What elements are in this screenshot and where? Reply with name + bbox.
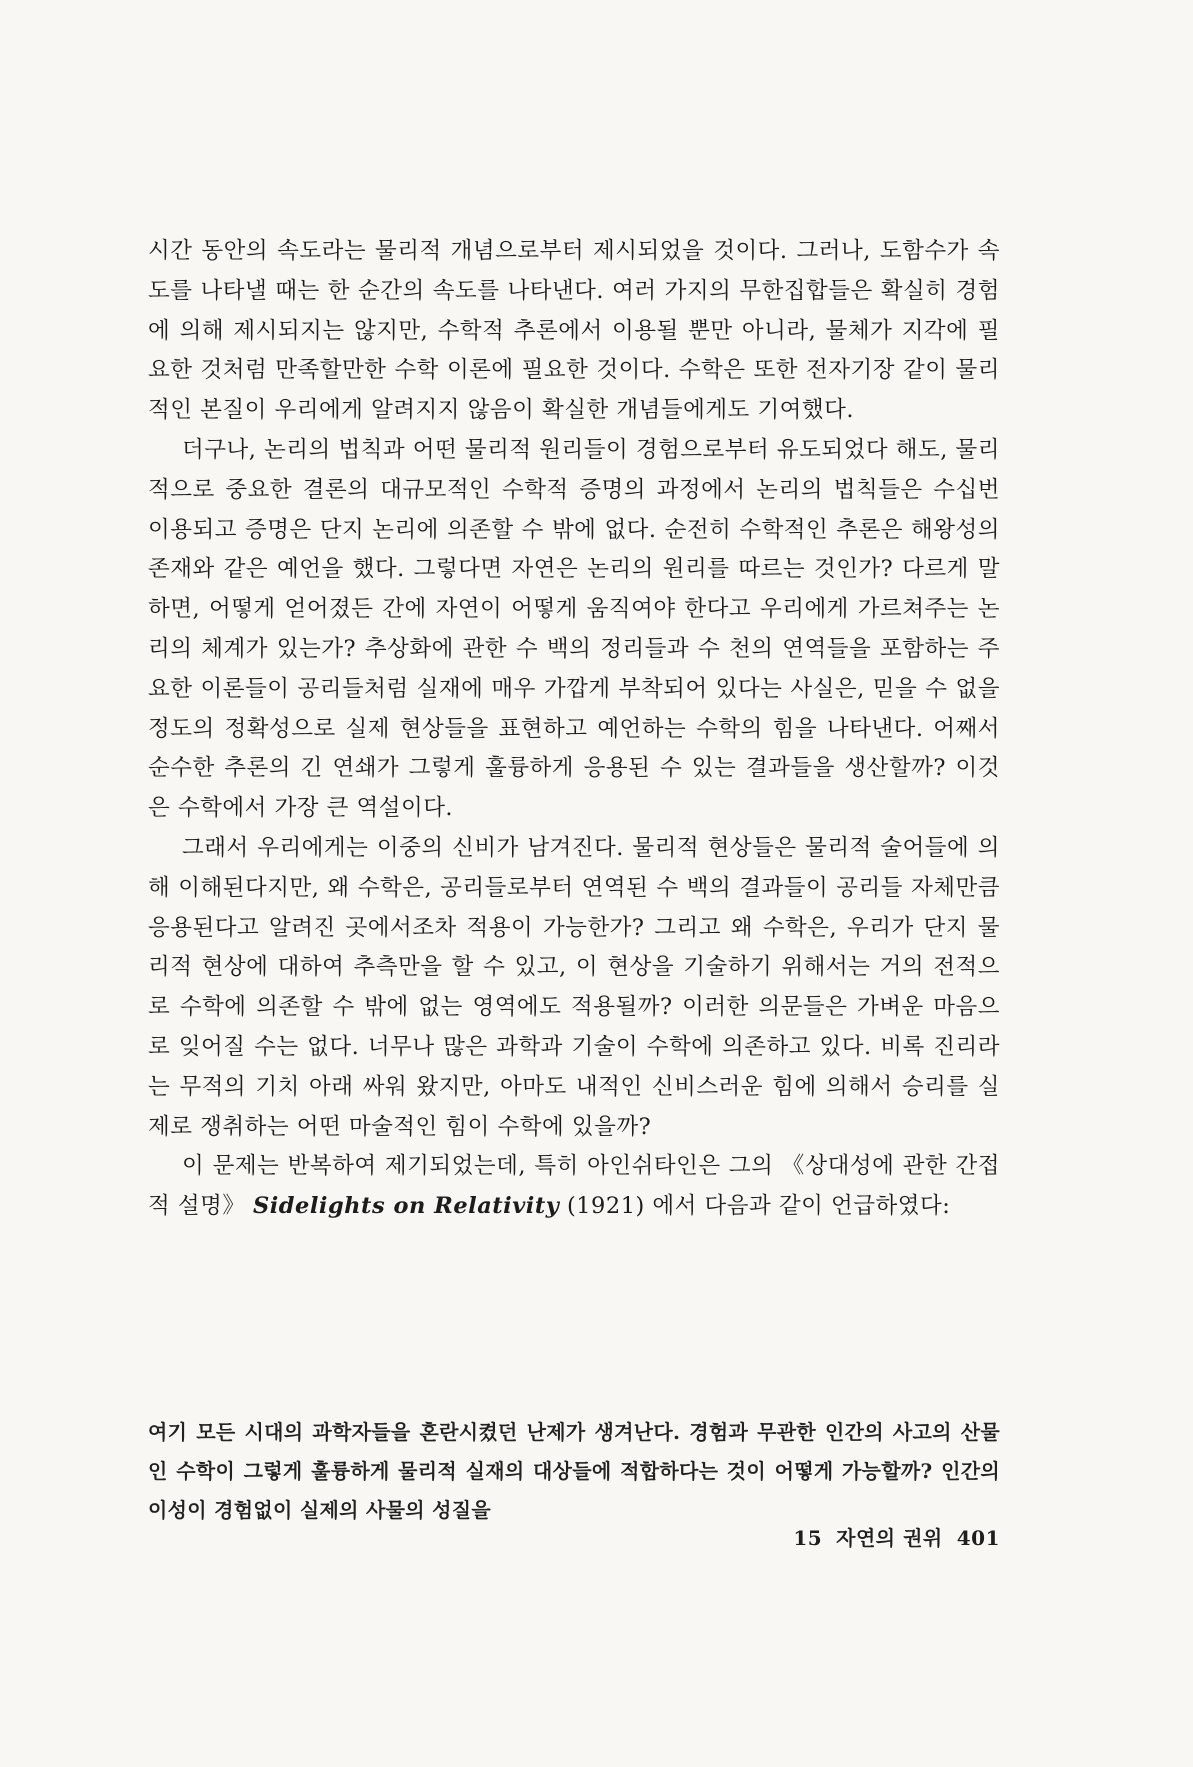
paragraph-einstein-intro bbox=[148, 1147, 1000, 1227]
paragraph-continued: 시간 동안의 속도라는 물리적 개념으로부터 제시되었을 것이다. 그러나, 도함수가 속도를 나타낼 때는 한 순간의 속도를 나타낸다. 여러 가지의 무한집합들은 확실히 경험에 의해 제시되지는 않지만, 수학적 추론에서 이용될 뿐만 아니라, 물체가 지각에 필요한 것처럼 만족할만한 수학 이론에 필요한 것이다. 수학은 또한 전자기장 같이 물리적인 본질이 우리에게 알려지지 않음이 확실한 개념들에게도 기여했다. bbox=[148, 238, 1000, 424]
paragraph: 그래서 우리에게는 이중의 신비가 남겨진다. 물리적 현상들은 물리적 술어들에 의해 이해된다지만, 왜 수학은, 공리들로부터 연역된 수 백의 결과들이 공리들 자체만큼 응용된다고 알려진 곳에서조차 적용이 가능한가? 그리고 왜 수학은, 우리가 단지 물리적 현상에 대하여 추측만을 할 수 있고, 이 현상을 기술하기 위해서는 거의 전적으로 수학에 의존할 수 밖에 없는 영역에도 적용될까? 이러한 의문들은 가벼운 마음으로 잊어질 수는 없다. 너무나 많은 과학과 기술이 수학에 의존하고 있다. 비록 진리라는 무적의 기치 아래 싸워 왔지만, 아마도 내적인 신비스러운 힘에 의해서 승리를 실제로 쟁취하는 어떤 마술적인 힘이 수학에 있을까? bbox=[148, 834, 1000, 1140]
block-quote bbox=[148, 1413, 1000, 1530]
page-footer bbox=[700, 1522, 1000, 1551]
chapter-title: 자연의 권위 bbox=[836, 1526, 943, 1550]
chapter-number: 15 bbox=[793, 1526, 823, 1550]
paragraph-text: (1921) 에서 다음과 같이 언급하였다: bbox=[559, 1193, 951, 1220]
paragraph-text: 이 문제는 반복하여 제기되었는데, 특히 아인쉬타인은 그의 《상대성에 관한 간접적 설명》 bbox=[148, 1153, 1000, 1220]
book-title-latin: Sidelights on Relativity bbox=[253, 1193, 560, 1220]
paragraph: 더구나, 논리의 법칙과 어떤 물리적 원리들이 경험으로부터 유도되었다 해도, 물리적으로 중요한 결론의 대규모적인 수학적 증명의 과정에서 논리의 법칙들은 수십번 이용되고 증명은 단지 논리에 의존할 수 밖에 없다. 순전히 수학적인 추론은 해왕성의 존재와 같은 예언을 했다. 그렇다면 자연은 논리의 원리를 따르는 것인가? 다르게 말하면, 어떻게 얻어졌든 간에 자연이 어떻게 움직여야 한다고 우리에게 가르쳐주는 논리의 체계가 있는가? 추상화에 관한 수 백의 정리들과 수 천의 연역들을 포함하는 주요한 이론들이 공리들처럼 실재에 매우 가깝게 부착되어 있다는 사실은, 믿을 수 없을 정도의 정확성으로 실제 현상들을 표현하고 예언하는 수학의 힘을 나타낸다. 어째서 순수한 추론의 긴 연쇄가 그렇게 훌륭하게 응용된 수 있는 결과들을 생산할까? 이것은 수학에서 가장 큰 역설이다. bbox=[148, 436, 1000, 822]
quote-text: 여기 모든 시대의 과학자들을 혼란시켰던 난제가 생겨난다. 경험과 무관한 인간의 사고의 산물인 수학이 그렇게 훌륭하게 물리적 실재의 대상들에 적합하다는 것이 어떻게 가능할까? 인간의 이성이 경험없이 실제의 사물의 성질을 bbox=[148, 1420, 1000, 1522]
page-number: 401 bbox=[956, 1526, 1000, 1550]
main-text bbox=[148, 232, 1000, 1227]
